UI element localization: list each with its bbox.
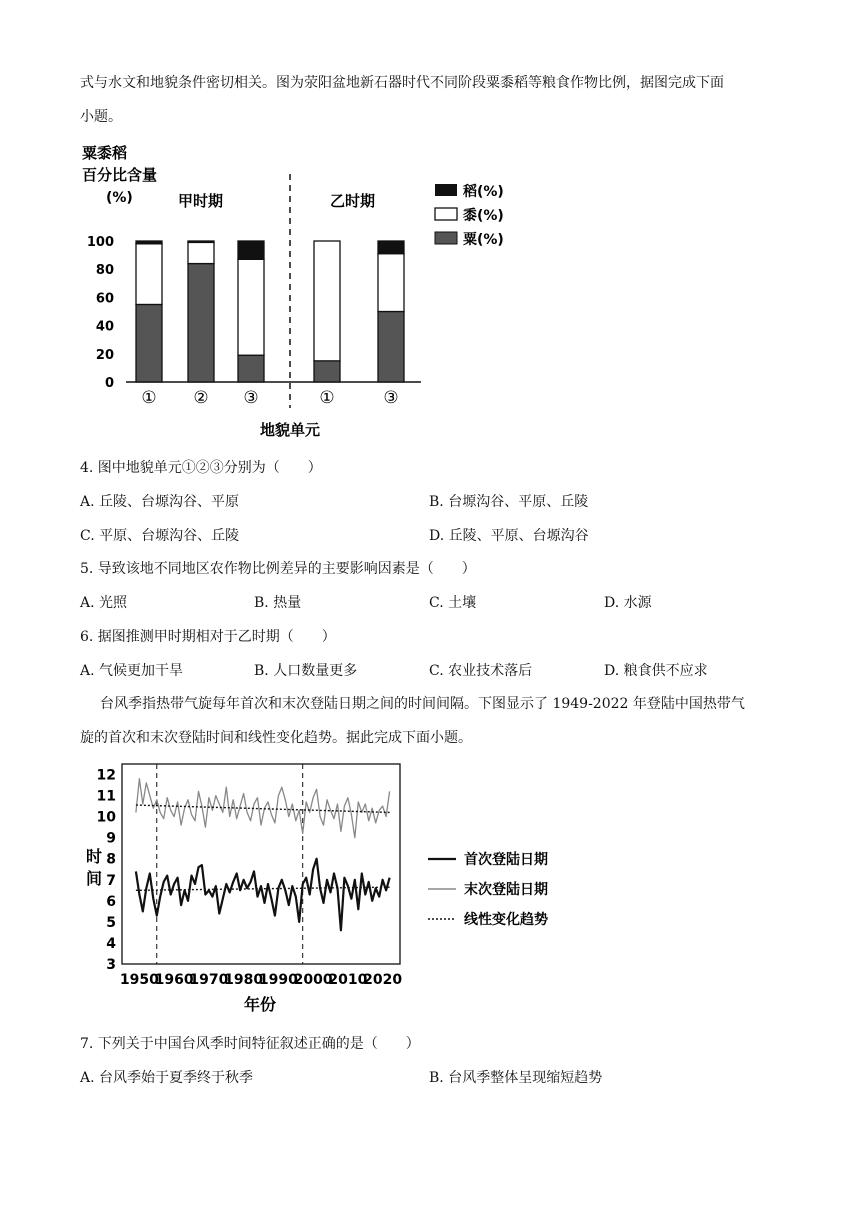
q7-option-a[interactable]: A. 台风季始于夏季终于秋季 (80, 1070, 254, 1086)
bar-5-rice (378, 241, 404, 254)
legend-swatch-rice (435, 184, 457, 196)
chart2-ytick-10: 10 (96, 809, 116, 826)
bar-label-4: ① (319, 388, 335, 408)
q6-option-a[interactable]: A. 气候更加干旱 (80, 663, 184, 679)
crop-ratio-bar-chart (78, 136, 538, 446)
q4-option-c[interactable]: C. 平原、台塬沟谷、丘陵 (80, 528, 240, 544)
chart1-ytick-20: 20 (95, 347, 114, 363)
bar-label-2: ② (193, 388, 209, 408)
chart2-xtick-1990: 1990 (258, 972, 298, 988)
chart1-ylabel-line2: 百分比含量 (82, 166, 158, 184)
chart2-ylabel-line2: 间 (86, 869, 103, 888)
legend-label-rice: 稻(%) (463, 184, 504, 200)
q5-stem: 5. 导致该地不同地区农作物比例差异的主要影响因素是（ ） (80, 561, 476, 577)
chart1-bars (136, 241, 404, 382)
chart2-ytick-7: 7 (106, 872, 116, 889)
legend-label-first-landing: 首次登陆日期 (464, 852, 548, 868)
q4-stem: 4. 图中地貌单元①②③分别为（ ） (80, 460, 322, 476)
chart2-frame (122, 764, 400, 964)
chart2-xlabel: 年份 (244, 995, 277, 1014)
chart2-legend (428, 851, 548, 928)
legend-label-millet-broomcorn: 黍(%) (463, 208, 504, 224)
bar-label-5: ③ (383, 388, 399, 408)
typhoon-text-line1: 台风季指热带气旋每年首次和末次登陆日期之间的时间间隔。下图显示了 1949-2022 年登陆中国热带气 (100, 696, 745, 712)
legend-label-trend: 线性变化趋势 (464, 912, 548, 928)
bar-label-3: ③ (243, 388, 259, 408)
bar-1-rice (136, 241, 162, 244)
typhoon-landing-line-chart (78, 758, 578, 1020)
q5-option-d[interactable]: D. 水源 (604, 595, 652, 611)
bar-5-broomcorn (378, 254, 404, 312)
bar-3-foxtail (238, 355, 264, 382)
q5-option-a[interactable]: A. 光照 (80, 595, 128, 611)
q6-stem: 6. 据图推测甲时期相对于乙时期（ ） (80, 629, 336, 645)
chart1-ytick-80: 80 (95, 263, 114, 279)
bar-4-foxtail (314, 361, 340, 382)
q7-stem: 7. 下列关于中国台风季时间特征叙述正确的是（ ） (80, 1036, 420, 1052)
bar-2-foxtail (188, 264, 214, 382)
bar-1-broomcorn (136, 244, 162, 305)
chart2-xtick-1950: 1950 (119, 972, 159, 988)
q6-option-d[interactable]: D. 粮食供不应求 (604, 663, 708, 679)
chart2-xtick-2020: 2020 (363, 972, 403, 988)
bar-label-1: ① (141, 388, 157, 408)
chart2-xtick-1960: 1960 (154, 972, 194, 988)
q4-option-d[interactable]: D. 丘陵、平原、台塬沟谷 (429, 528, 589, 544)
chart1-legend (435, 183, 504, 248)
bar-4-broomcorn (314, 241, 340, 361)
chart1-ytick-100: 100 (86, 235, 114, 250)
chart2-ytick-6: 6 (106, 893, 116, 910)
q6-option-c[interactable]: C. 农业技术落后 (429, 663, 533, 679)
chart2-xtick-2010: 2010 (328, 972, 368, 988)
typhoon-text-line2: 旋的首次和末次登陆时间和线性变化趋势。据此完成下面小题。 (80, 730, 472, 746)
bar-3-broomcorn (238, 259, 264, 355)
bar-3-rice (238, 241, 264, 259)
legend-label-last-landing: 末次登陆日期 (464, 882, 548, 898)
chart2-x-ticks (120, 972, 402, 988)
intro-text-line2: 小题。 (80, 109, 122, 125)
bar-5-foxtail (378, 312, 404, 383)
q7-option-b[interactable]: B. 台风季整体呈现缩短趋势 (429, 1070, 603, 1086)
chart2-ylabel-line1: 时 (86, 847, 103, 866)
chart2-xtick-2000: 2000 (293, 972, 333, 988)
chart2-ytick-12: 12 (96, 767, 116, 784)
chart1-y-ticks (87, 235, 114, 391)
q4-option-a[interactable]: A. 丘陵、台塬沟谷、平原 (80, 494, 240, 510)
q6-option-b[interactable]: B. 人口数量更多 (254, 663, 358, 679)
q5-option-c[interactable]: C. 土壤 (429, 595, 477, 611)
q4-option-b[interactable]: B. 台塬沟谷、平原、丘陵 (429, 494, 589, 510)
bar-1-foxtail (136, 304, 162, 382)
chart1-ytick-0: 0 (104, 376, 114, 391)
bar-2-rice (188, 241, 214, 242)
chart2-ytick-5: 5 (106, 914, 116, 931)
chart2-ytick-4: 4 (106, 935, 116, 952)
chart2-xtick-1980: 1980 (224, 972, 264, 988)
chart1-ylabel-line1: 粟黍稻 (82, 144, 128, 162)
period-a-label: 甲时期 (178, 192, 224, 210)
period-b-label: 乙时期 (330, 192, 376, 210)
chart1-ytick-60: 60 (95, 291, 114, 307)
chart1-ytick-40: 40 (95, 319, 114, 335)
legend-label-millet-foxtail: 粟(%) (463, 232, 504, 248)
legend-swatch-millet-broomcorn (435, 208, 457, 220)
chart2-xtick-1970: 1970 (189, 972, 229, 988)
chart1-xlabel: 地貌单元 (260, 421, 321, 439)
chart2-ytick-8: 8 (106, 851, 116, 868)
chart1-x-tick-labels (141, 388, 398, 408)
chart2-ytick-9: 9 (106, 830, 116, 847)
bar-2-broomcorn (188, 242, 214, 263)
q5-option-b[interactable]: B. 热量 (254, 595, 302, 611)
chart1-ylabel-unit: (%) (106, 190, 133, 206)
chart2-ytick-3: 3 (106, 957, 116, 973)
legend-swatch-millet-foxtail (435, 232, 457, 244)
chart2-ytick-11: 11 (96, 788, 116, 805)
intro-text-line1: 式与水文和地貌条件密切相关。图为荥阳盆地新石器时代不同阶段粟黍稻等粮食作物比例，据图完成下面 (80, 75, 724, 91)
